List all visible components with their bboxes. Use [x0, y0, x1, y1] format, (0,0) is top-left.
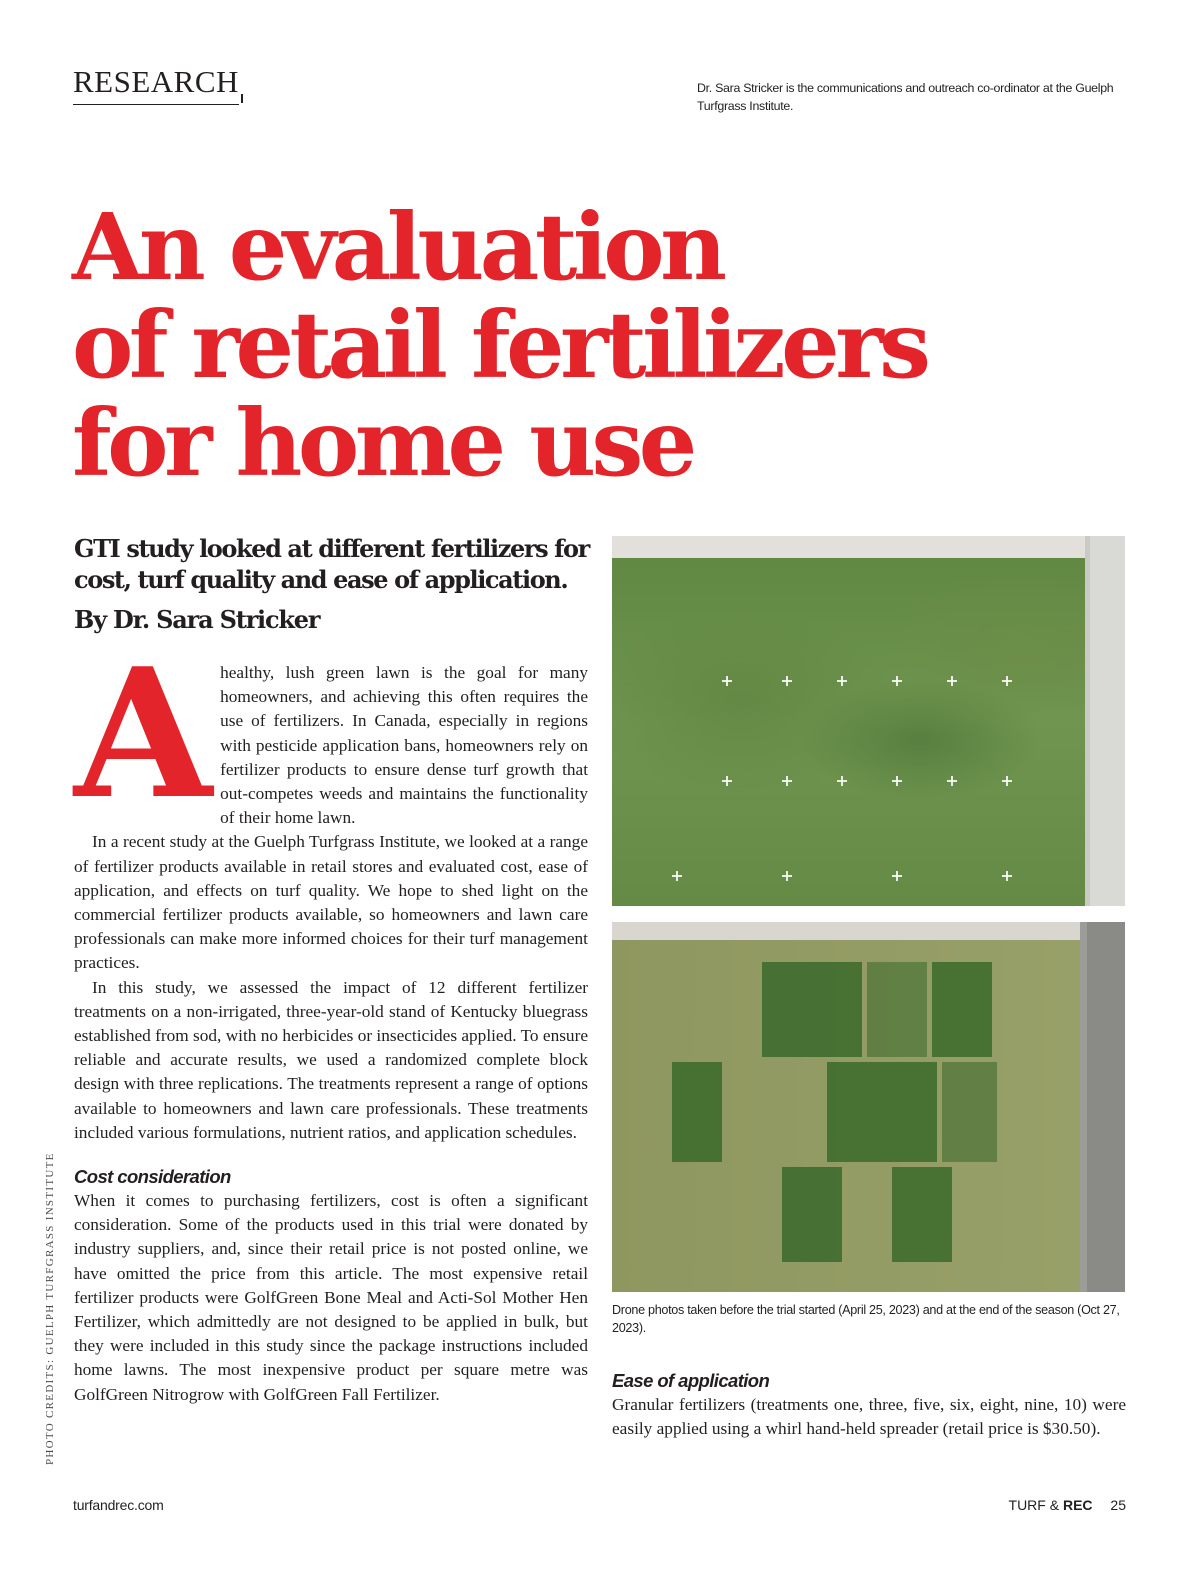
deck: GTI study looked at different fertilizers for cost, turf quality and ease of application.: [74, 534, 589, 594]
article-column-right: [612, 1369, 1126, 1441]
article-column-left: [74, 629, 588, 1407]
plot-marker: [782, 676, 792, 686]
turf-plot: [827, 1062, 937, 1162]
plot-marker: [892, 676, 902, 686]
photo-caption: Drone photos taken before the trial started (April 25, 2023) and at the end of the season (Oct 27, 2023).: [612, 1303, 1120, 1335]
drone-photo-before: [612, 536, 1125, 906]
plot-marker: [1002, 676, 1012, 686]
paragraph-design: In this study, we assessed the impact of 12 different fertilizer treatments on a non-irrigated, three-year-old stand of Kentucky bluegrass established from sod, with no herbicides or insecticides applied. To ensure reliable and accurate results, we used a randomized complete block design with three replications. The treatments represent a range of options available to homeowners and lawn care professionals. These treatments included various formulations, nutrient ratios, and application schedules.: [74, 977, 588, 1142]
plot-marker: [782, 776, 792, 786]
headline: [72, 193, 1152, 497]
headline-line-3: for home use: [72, 389, 693, 497]
paragraph-cost: When it comes to purchasing fertilizers, cost is often a significant consideration. Some of the products used in this trial were donated by industry suppliers, and, since their retail price is not posted online, we have omitted the price from this article. The most expensive retail fertilizer products were GolfGreen Bone Meal and Acti-Sol Mother Hen Fertilizer, which admittedly are not designed to be applied in bulk, but they were included in this study since the package instructions included home lawns. The most inexpensive product per square metre was GolfGreen Nitrogrow with GolfGreen Fall Fertilizer.: [74, 1191, 588, 1404]
plot-marker: [782, 871, 792, 881]
plot-marker: [892, 776, 902, 786]
footer-brand-light: TURF &: [1008, 1497, 1060, 1513]
plot-marker: [1002, 776, 1012, 786]
footer-brand: [1009, 1497, 1126, 1513]
paragraph-ease: Granular fertilizers (treatments one, three, five, six, eight, nine, 10) were easily applied using a whirl hand-held spreader (retail price is $30.50).: [612, 1395, 1126, 1439]
headline-line-1: An evaluation: [72, 193, 723, 301]
author-note: Dr. Sara Stricker is the communications and outreach co-ordinator at the Guelph Turfgrass Institute.: [697, 81, 1114, 113]
photo-credit: PHOTO CREDITS: GUELPH TURFGRASS INSTITUTE: [44, 1152, 56, 1465]
plot-marker: [892, 871, 902, 881]
turf-plot: [672, 1062, 722, 1162]
section-rule: [241, 94, 243, 103]
plot-marker: [672, 871, 682, 881]
headline-line-2: of retail fertilizers: [72, 291, 927, 399]
footer-brand-bold: REC: [1062, 1497, 1093, 1513]
subhead-ease: Ease of application: [612, 1370, 770, 1391]
page-number: 25: [1110, 1497, 1126, 1513]
paragraph-intro: healthy, lush green lawn is the goal for many homeowners, and achieving this often requires the use of fertilizers. In Canada, especially in regions with pesticide application bans, homeowners rely on fertilizer products to ensure dense turf growth that out-competes weeds and maintains the functionality of their home lawn.: [220, 663, 588, 828]
section-label: RESEARCH: [73, 64, 239, 105]
plot-marker: [722, 676, 732, 686]
subhead-cost: Cost consideration: [74, 1166, 231, 1188]
turf-plot: [867, 962, 927, 1057]
turf-plot: [892, 1167, 952, 1262]
plot-marker: [1002, 871, 1012, 881]
paragraph-study: In a recent study at the Guelph Turfgrass Institute, we looked at a range of fertilizer products available in retail stores and evaluated cost, ease of application, and effects on turf quality. We hope to shed light on the commercial fertilizer products available, so homeowners and lawn care professionals can make more informed choices for their turf management practices.: [74, 832, 588, 973]
byline: By Dr. Sara Stricker: [74, 605, 320, 634]
drone-photo-after: [612, 922, 1125, 1292]
turf-plot: [932, 962, 992, 1057]
plot-marker: [837, 676, 847, 686]
footer-website: turfandrec.com: [73, 1497, 164, 1513]
dropcap: A: [74, 629, 211, 838]
turf-plot: [762, 962, 862, 1057]
plot-marker: [722, 776, 732, 786]
plot-marker: [947, 676, 957, 686]
turf-plot: [782, 1167, 842, 1262]
plot-marker: [837, 776, 847, 786]
turf-plot: [942, 1062, 997, 1162]
plot-marker: [947, 776, 957, 786]
